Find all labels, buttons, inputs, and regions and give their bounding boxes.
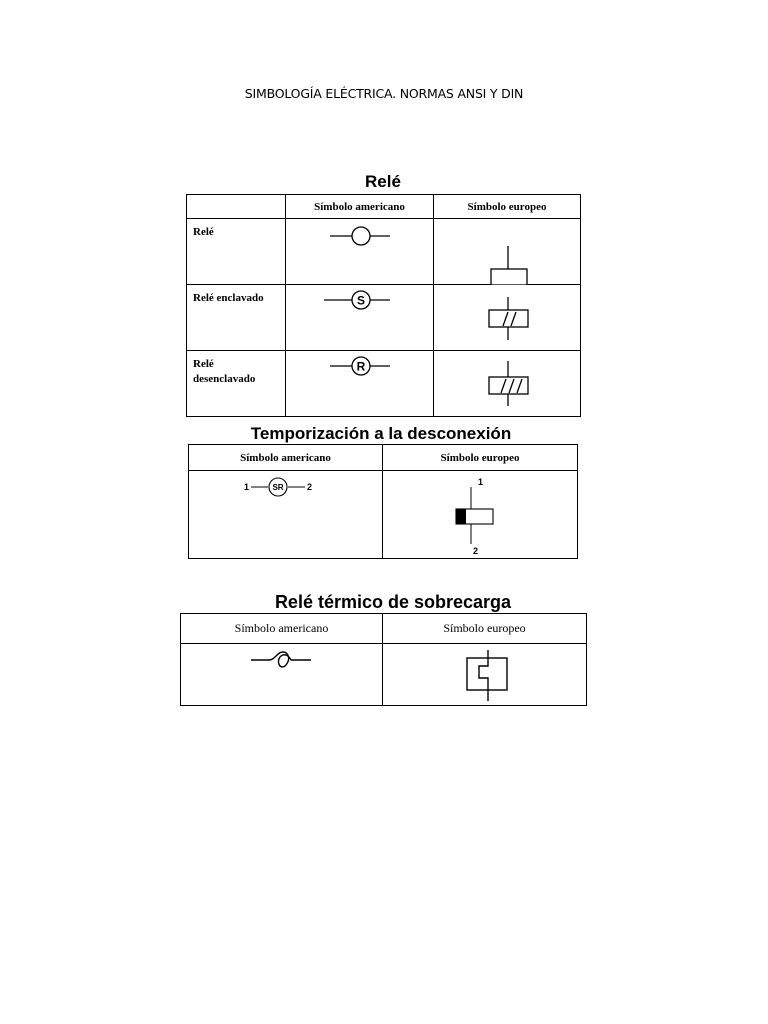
unlatch-relay-r-icon (286, 351, 434, 417)
timer-european-cell (383, 471, 578, 559)
timer-american-cell (189, 471, 383, 559)
rele-table (186, 194, 581, 417)
desenclavado-european-cell (434, 351, 581, 417)
latch-s-letter: S (356, 293, 366, 308)
off-delay-timer-sr-icon (189, 471, 383, 559)
thermal-header-european: Símbolo europeo (383, 614, 587, 644)
enclavado-american-cell (286, 285, 434, 351)
rele-european-cell (434, 219, 581, 285)
timer-section-title: Temporización a la desconexión (250, 424, 512, 443)
thermal-overload-loop-icon (181, 644, 383, 706)
timer-header-american: Símbolo americano (189, 445, 383, 471)
timer-american-terminal-2: 2 (307, 482, 313, 492)
unlatch-r-letter: R (356, 359, 366, 374)
timer-sr-label: SR (272, 483, 284, 492)
thermal-table (180, 613, 587, 706)
latch-relay-hatched-icon (434, 285, 581, 351)
rele-header-european: Símbolo europeo (434, 195, 581, 219)
rele-header-empty (187, 195, 286, 219)
thermal-american-cell (181, 644, 383, 706)
rele-row-label-rele: Relé (187, 219, 286, 285)
rele-section-title: Relé (365, 172, 401, 191)
desenclavado-american-cell (286, 351, 434, 417)
thermal-header-american: Símbolo americano (181, 614, 383, 644)
timer-table (188, 444, 578, 559)
timer-header-european: Símbolo europeo (383, 445, 578, 471)
thermal-overload-box-icon (383, 644, 587, 706)
rele-row-label-enclavado: Relé enclavado (187, 285, 286, 351)
timer-european-terminal-1: 1 (478, 477, 484, 487)
timer-american-terminal-1: 1 (244, 482, 250, 492)
relay-coil-icon (286, 219, 434, 285)
timer-european-terminal-2: 2 (473, 546, 479, 556)
rele-row-label-desenclavado: Relé desenclavado (187, 351, 286, 417)
latch-relay-s-icon (286, 285, 434, 351)
thermal-european-cell (383, 644, 587, 706)
off-delay-timer-box-icon (383, 471, 578, 559)
rele-header-american: Símbolo americano (286, 195, 434, 219)
unlatch-relay-hatched-icon (434, 351, 581, 417)
rele-american-cell (286, 219, 434, 285)
thermal-section-title: Relé térmico de sobrecarga (274, 592, 512, 612)
relay-coil-box-icon (434, 219, 581, 285)
document-title: SIMBOLOGÍA ELÉCTRICA. NORMAS ANSI Y DIN (244, 86, 524, 101)
enclavado-european-cell (434, 285, 581, 351)
